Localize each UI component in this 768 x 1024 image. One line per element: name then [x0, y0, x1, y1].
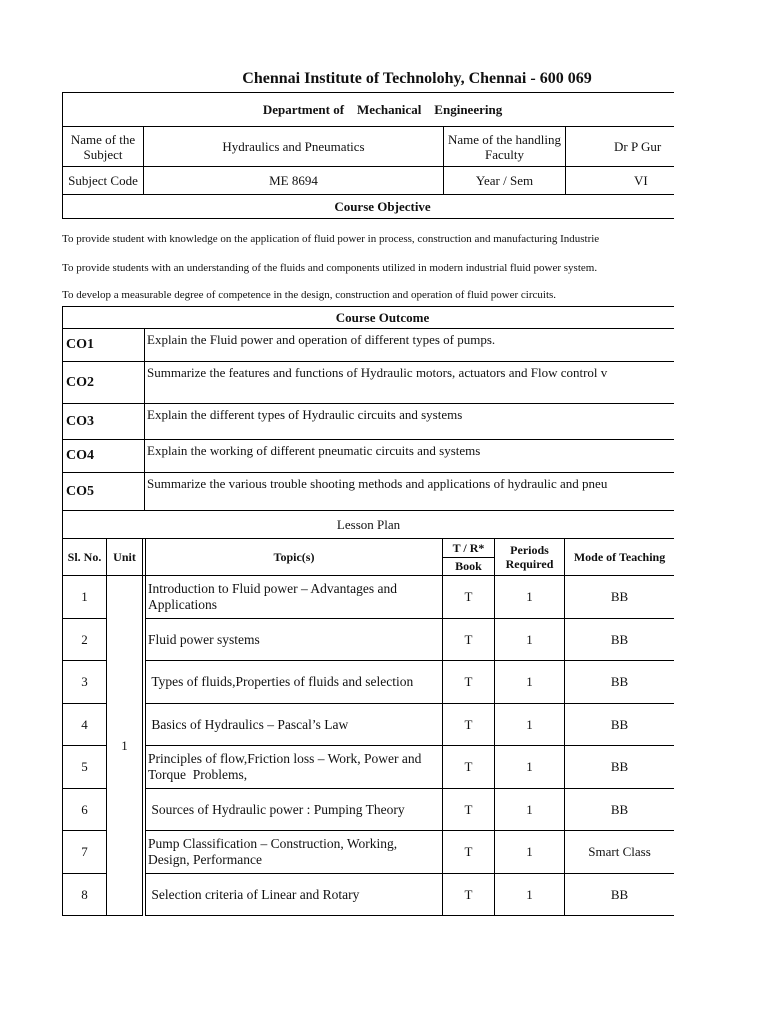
periods-cell: 1 [495, 576, 565, 619]
topic-cell: Fluid power systems [146, 619, 443, 661]
topic-cell: Types of fluids,Properties of fluids and selection [146, 661, 443, 704]
course-outcome-heading: Course Outcome [63, 307, 675, 329]
periods-cell: 1 [495, 789, 565, 831]
tr-cell: T [443, 576, 495, 619]
col-header-sl-no: Sl. No. [63, 539, 107, 576]
mode-cell: BB [565, 661, 675, 704]
objective-item: To provide student with knowledge on the application of fluid power in process, construction and manufacturing Industrie [62, 233, 600, 245]
co-code: CO2 [63, 362, 145, 404]
topic-cell: Basics of Hydraulics – Pascal’s Law [146, 704, 443, 746]
co-text: Explain the Fluid power and operation of different types of pumps. [145, 329, 675, 362]
periods-cell: 1 [495, 661, 565, 704]
table-row [63, 619, 675, 661]
mode-cell: BB [565, 704, 675, 746]
tr-cell: T [443, 619, 495, 661]
sl-no-cell: 2 [63, 619, 107, 661]
table-row [63, 874, 675, 916]
col-header-unit: Unit [107, 539, 143, 576]
mode-cell: BB [565, 789, 675, 831]
table-row [63, 789, 675, 831]
topic-cell: Introduction to Fluid power – Advantages and Applications [146, 576, 443, 619]
lesson-plan-table [62, 510, 674, 916]
co-code: CO1 [63, 329, 145, 362]
co-text: Explain the different types of Hydraulic circuits and systems [145, 404, 675, 440]
sl-no-cell: 4 [63, 704, 107, 746]
lesson-plan-sheet [62, 92, 674, 922]
periods-cell: 1 [495, 704, 565, 746]
tr-cell: T [443, 746, 495, 789]
department-name: Department of Mechanical Engineering [63, 93, 675, 127]
co-text: Summarize the various trouble shooting methods and applications of hydraulic and pneu [145, 473, 675, 511]
co-code: CO4 [63, 440, 145, 473]
col-header-periods: Periods Required [495, 539, 565, 576]
topic-cell: Principles of flow,Friction loss – Work, Power and Torque Problems, [146, 746, 443, 789]
col-header-topics: Topic(s) [146, 539, 443, 576]
periods-cell: 1 [495, 746, 565, 789]
year-sem-label: Year / Sem [444, 167, 566, 195]
table-row [63, 661, 675, 704]
subject-code-label: Subject Code [63, 167, 144, 195]
year-sem-value: VI [566, 167, 675, 195]
col-header-mode: Mode of Teaching [565, 539, 675, 576]
col-header-tr: T / R* [443, 539, 495, 558]
mode-cell: BB [565, 874, 675, 916]
objective-item: To provide students with an understanding of the fluids and components utilized in modern industrial fluid power system. [62, 262, 598, 274]
table-row [63, 831, 675, 874]
subject-code-value: ME 8694 [144, 167, 444, 195]
objective-item: To develop a measurable degree of competence in the design, construction and operation of fluid power circuits. [62, 289, 557, 301]
mode-cell: BB [565, 746, 675, 789]
course-objective-heading: Course Objective [63, 195, 675, 219]
tr-cell: T [443, 661, 495, 704]
periods-cell: 1 [495, 619, 565, 661]
tr-cell: T [443, 789, 495, 831]
tr-cell: T [443, 704, 495, 746]
col-header-book: Book [443, 558, 495, 576]
tr-cell: T [443, 874, 495, 916]
periods-cell: 1 [495, 831, 565, 874]
co-code: CO3 [63, 404, 145, 440]
subject-name-value: Hydraulics and Pneumatics [144, 127, 444, 167]
faculty-label: Name of the handling Faculty [444, 127, 566, 167]
sl-no-cell: 6 [63, 789, 107, 831]
co-text: Summarize the features and functions of Hydraulic motors, actuators and Flow control v [145, 362, 675, 404]
periods-cell: 1 [495, 874, 565, 916]
table-row [63, 746, 675, 789]
document-title: Chennai Institute of Technolohy, Chennai - 600 069 [242, 70, 592, 87]
subject-info-table [62, 92, 674, 219]
mode-cell: BB [565, 619, 675, 661]
topic-cell: Selection criteria of Linear and Rotary [146, 874, 443, 916]
mode-cell: Smart Class [565, 831, 675, 874]
tr-cell: T [443, 831, 495, 874]
table-row [63, 704, 675, 746]
sl-no-cell: 8 [63, 874, 107, 916]
topic-cell: Pump Classification – Construction, Working, Design, Performance [146, 831, 443, 874]
lesson-plan-heading: Lesson Plan [63, 511, 675, 539]
subject-name-label: Name of the Subject [63, 127, 144, 167]
topic-cell: Sources of Hydraulic power : Pumping Theory [146, 789, 443, 831]
sl-no-cell: 7 [63, 831, 107, 874]
unit-cell: 1 [107, 576, 143, 916]
sl-no-cell: 5 [63, 746, 107, 789]
table-row [63, 576, 675, 619]
faculty-value: Dr P Gur [566, 127, 675, 167]
course-outcome-table [62, 306, 674, 511]
co-code: CO5 [63, 473, 145, 511]
sl-no-cell: 3 [63, 661, 107, 704]
sl-no-cell: 1 [63, 576, 107, 619]
co-text: Explain the working of different pneumatic circuits and systems [145, 440, 675, 473]
mode-cell: BB [565, 576, 675, 619]
